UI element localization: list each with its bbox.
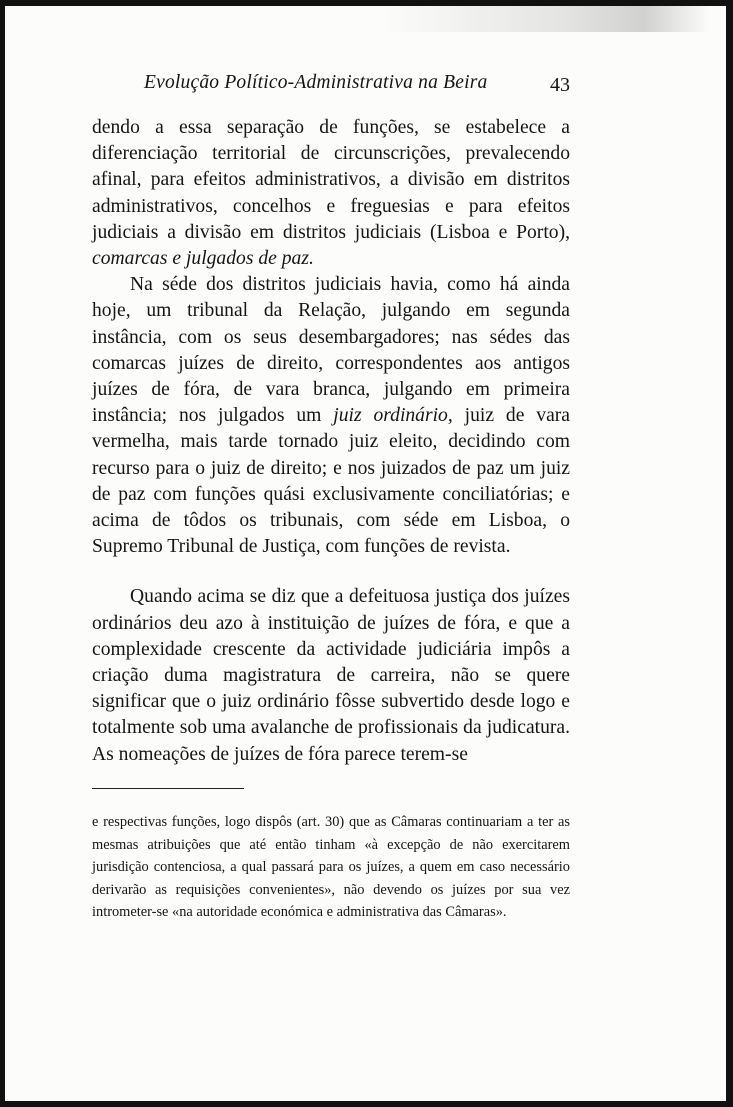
footnote-text: e respectivas funções, logo dispôs (art. 30) que as Câmaras continuariam a ter as mesmas atribuições que até então tinham «à excepção de não exercitarem jurisdição contenciosa, a qual passará para os juízes, a quem em caso necessário derivarão as requisições convenientes», não devendo os juízes por sua vez intrometer-se «na autoridade económica e administrativa das Câmaras». (92, 814, 570, 921)
scan-edge-bottom (0, 1101, 733, 1107)
paragraph-2-text-before: Na séde dos distritos judiciais havia, como há ainda hoje, um tribunal da Relação, julgando em segunda instância, com os seus desembargadores; nas sédes das comarcas juízes de direito, correspondentes aos antigos juízes de fóra, de vara branca, julgando em primeira instância; nos julgados um (92, 274, 570, 427)
paragraph-2 (92, 272, 570, 560)
paragraph-3-text: Quando acima se diz que a defeituosa justiça dos juízes ordinários deu azo à instituição de juízes de fóra, e que a complexidade crescente da actividade judiciária impôs a criação duma magistratura de carreira, não se quere significar que o juiz ordinário fôsse subvertido desde logo e totalmente sob uma avalanche de profissionais da judicatura. As nomeações de juízes de fóra parece terem-se (92, 586, 570, 765)
running-head (92, 72, 570, 102)
body-text (92, 115, 570, 768)
scan-edge-right (726, 0, 733, 1107)
paragraph-2-emphasis: juiz ordinário, (333, 405, 453, 427)
paragraph-3 (92, 584, 570, 767)
running-title: Evolução Político-Administrativa na Beira (144, 72, 488, 93)
paragraph-1-text: dendo a essa separação de funções, se estabelece a diferenciação territorial de circunscrições, prevalecendo afinal, para efeitos administrativos, a divisão em distritos administrativos, concelhos e freguesias e para efeitos judiciais a divisão em distritos judiciais (Lisboa e Porto), (92, 117, 570, 243)
scan-smudge (380, 6, 710, 32)
footnote (92, 811, 570, 924)
paragraph-2-text-after: juiz de vara vermelha, mais tarde tornado juiz eleito, decidindo com recurso para o juiz de direito; e nos juizados de paz um juiz de paz com funções quási exclusivamente conciliatórias; e acima de tôdos os tribunais, com séde em Lisboa, o Supremo Tribunal de Justiça, com funções de revista. (92, 405, 570, 558)
footnote-rule (92, 788, 244, 789)
paragraph-1 (92, 115, 570, 272)
page-number: 43 (550, 74, 570, 96)
scan-edge-left (0, 0, 5, 1107)
paragraph-1-emphasis: comarcas e julgados de paz. (92, 248, 314, 270)
